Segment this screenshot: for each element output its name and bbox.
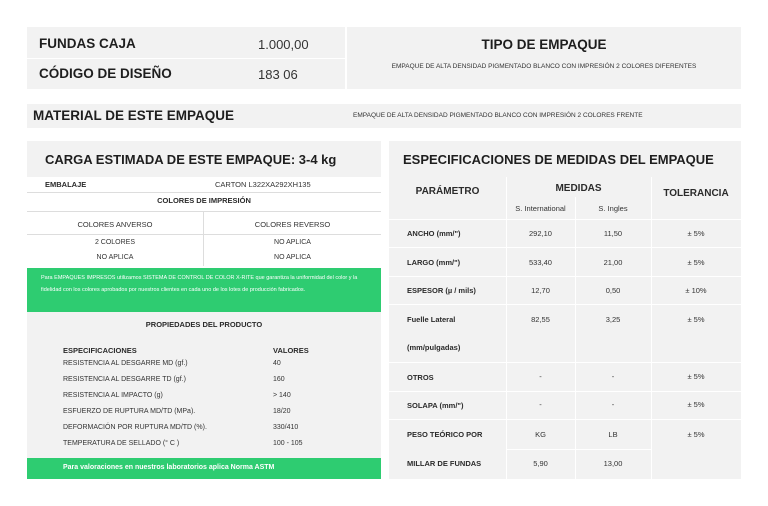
ingles-cell: 11,50 [603, 229, 623, 238]
divider [389, 304, 741, 305]
tolerancia-header: TOLERANCIA [663, 188, 729, 199]
property-name: DEFORMACIÓN POR RUPTURA MD/TD (%). [63, 424, 207, 431]
medidas-title: ESPECIFICACIONES DE MEDIDAS DEL EMPAQUE [403, 152, 714, 167]
embalaje-row [27, 179, 381, 191]
param-cell: ANCHO (mm/") [407, 229, 461, 238]
divider [27, 234, 381, 235]
properties-table [27, 338, 381, 458]
property-value: 18/20 [273, 408, 291, 415]
ingles-cell: 13,00 [603, 459, 623, 468]
anverso-value-1: 2 COLORES [94, 239, 136, 246]
ingles-header: S. Ingles [598, 204, 628, 213]
ingles-cell: - [611, 372, 615, 381]
param-cell-line2: (mm/pulgadas) [407, 343, 461, 352]
divider [389, 219, 741, 220]
ingles-cell: - [611, 400, 615, 409]
reverso-label: COLORES REVERSO [254, 220, 331, 229]
reverso-value-2: NO APLICA [274, 254, 311, 261]
embalaje-label: EMBALAJE [45, 180, 87, 189]
si-cell: 12,70 [531, 286, 550, 295]
codigo-label: CÓDIGO DE DISEÑO [39, 66, 172, 81]
embalaje-value: CARTON L322XA292XH135 [215, 180, 311, 189]
ingles-unit-cell: LB [608, 430, 618, 439]
property-value: 100 - 105 [273, 440, 303, 447]
property-name: ESFUERZO DE RUPTURA MD/TD (MPa). [63, 408, 196, 415]
medidas-col-header: MEDIDAS [555, 183, 602, 194]
colores-title: COLORES DE IMPRESIÓN [157, 196, 251, 205]
codigo-value: 183 06 [258, 67, 298, 82]
carga-title: CARGA ESTIMADA DE ESTE EMPAQUE: 3-4 kg [45, 152, 337, 167]
property-name: RESISTENCIA AL DESGARRE MD (gf.) [63, 360, 188, 367]
fundas-label: FUNDAS CAJA [39, 36, 136, 51]
divider [506, 449, 651, 450]
property-value: 40 [273, 360, 281, 367]
ingles-cell: 21,00 [603, 258, 623, 267]
tolerance-cell: ± 5% [687, 372, 705, 381]
divider [27, 211, 381, 212]
tolerance-cell: ± 5% [687, 430, 705, 439]
param-header: PARÁMETRO [415, 186, 480, 197]
color-control-note: Para EMPAQUES IMPRESOS utilizamos SISTEMA DE CONTROL DE COLOR X-RITE que garantiza la uniformidad del color y la fidelidad con los colores aprobados por nuestros clientes en cada uno de los lotes de producción fabricados. [27, 268, 381, 312]
param-cell: OTROS [407, 373, 434, 382]
medidas-panel [389, 141, 741, 479]
colores-title-row [27, 196, 381, 208]
divider [389, 276, 741, 277]
material-label: MATERIAL DE ESTE EMPAQUE [33, 108, 235, 123]
material-desc: EMPAQUE DE ALTA DENSIDAD PIGMENTADO BLANCO CON IMPRESIÓN 2 COLORES FRENTE [353, 112, 643, 119]
astm-note-bar [27, 458, 381, 479]
si-cell: 292,10 [529, 229, 552, 238]
propiedades-title-row [27, 312, 381, 338]
property-value: 160 [273, 376, 285, 383]
property-name: RESISTENCIA AL IMPACTO (g) [63, 392, 163, 399]
material-block [27, 104, 741, 128]
fundas-value: 1.000,00 [258, 37, 309, 52]
divider [389, 419, 741, 420]
si-cell: 82,55 [531, 315, 550, 324]
si-header: S. International [515, 204, 566, 213]
carga-header [27, 141, 381, 177]
medidas-header [389, 141, 741, 177]
ingles-cell: 0,50 [605, 286, 621, 295]
param-cell: Fuelle Lateral [407, 315, 456, 324]
tipo-empaque-title: TIPO DE EMPAQUE [481, 37, 607, 52]
reverso-value-1: NO APLICA [274, 239, 311, 246]
divider [389, 391, 741, 392]
tolerance-cell: ± 10% [685, 286, 707, 295]
param-cell: SOLAPA (mm/") [407, 401, 464, 410]
si-cell: - [539, 372, 542, 381]
carga-panel [27, 141, 381, 479]
si-cell: 533,40 [529, 258, 552, 267]
astm-note: Para valoraciones en nuestros laboratorios aplica Norma ASTM [63, 464, 275, 471]
tolerance-cell: ± 5% [687, 258, 705, 267]
header-block [27, 27, 741, 89]
param-cell: ESPESOR (µ / mils) [407, 286, 476, 295]
spec-header: ESPECIFICACIONES [63, 346, 137, 355]
si-cell: 5,90 [533, 459, 548, 468]
anverso-label: COLORES ANVERSO [77, 220, 153, 229]
si-cell: - [539, 400, 542, 409]
anverso-value-2: NO APLICA [96, 254, 134, 261]
property-name: TEMPERATURA DE SELLADO (° C ) [63, 440, 180, 447]
ingles-cell: 3,25 [605, 315, 621, 324]
divider [389, 362, 741, 363]
tipo-empaque-desc: EMPAQUE DE ALTA DENSIDAD PIGMENTADO BLANCO CON IMPRESIÓN 2 COLORES DIFERENTES [391, 63, 697, 70]
property-value: 330/410 [273, 424, 299, 431]
divider [389, 247, 741, 248]
property-name: RESISTENCIA AL DESGARRE TD (gf.) [63, 376, 186, 383]
tolerance-cell: ± 5% [687, 229, 705, 238]
param-cell-line2: MILLAR DE FUNDAS [407, 459, 482, 468]
tolerance-cell: ± 5% [687, 400, 705, 409]
param-cell: PESO TEÓRICO POR [407, 430, 483, 439]
param-cell: LARGO (mm/") [407, 258, 461, 267]
property-value: > 140 [273, 392, 291, 399]
si-unit-cell: KG [535, 430, 546, 439]
medidas-table [389, 177, 741, 479]
tolerance-cell: ± 5% [687, 315, 705, 324]
divider [27, 58, 345, 59]
values-header: VALORES [273, 346, 309, 355]
propiedades-title: PROPIEDADES DEL PRODUCTO [145, 320, 263, 329]
divider [27, 192, 381, 193]
